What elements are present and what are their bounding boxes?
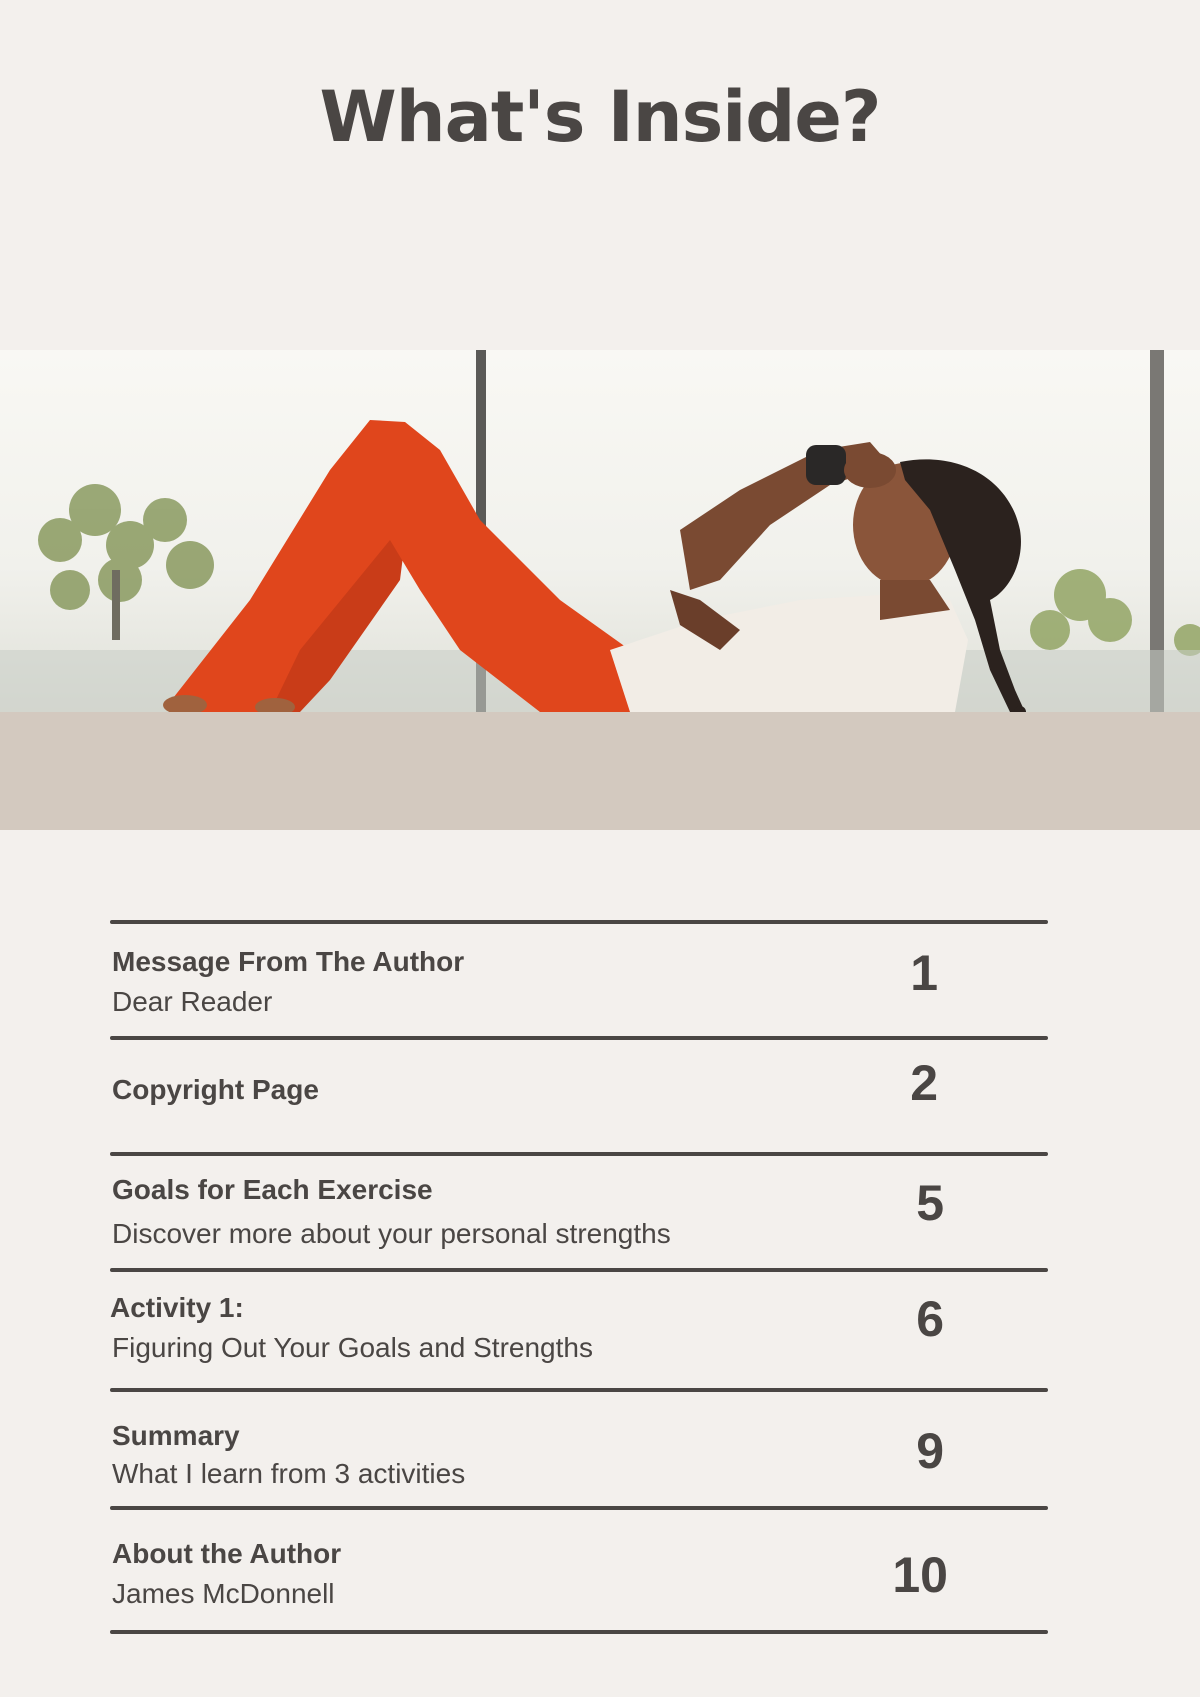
toc-entry[interactable]: [110, 1392, 1048, 1506]
toc-entry[interactable]: [110, 1040, 1048, 1152]
toc-entry-page: 6: [916, 1291, 944, 1347]
toc-entry-page: 9: [916, 1423, 944, 1479]
divider: [110, 1630, 1048, 1634]
toc-entry-subtitle: James McDonnell: [112, 1578, 335, 1609]
page-title: What's Inside?: [319, 76, 881, 158]
toc-entry-title: Summary: [112, 1420, 240, 1451]
toc-entry[interactable]: [110, 924, 1048, 1036]
toc-entry-title: Goals for Each Exercise: [112, 1174, 433, 1205]
toc-entry-page: 10: [892, 1547, 948, 1603]
hero-photo: [0, 350, 1200, 712]
toc-entry-title: About the Author: [112, 1538, 342, 1569]
toc-entry-title: Copyright Page: [112, 1074, 319, 1105]
toc-entry-subtitle: What I learn from 3 activities: [112, 1458, 466, 1489]
decorative-band: [0, 712, 1200, 830]
toc-entry[interactable]: [110, 1156, 1048, 1268]
toc-entry-title: Activity 1:: [110, 1292, 244, 1323]
toc-entry-subtitle: Dear Reader: [112, 986, 273, 1017]
toc-entry[interactable]: [110, 1272, 1048, 1388]
toc-entry-subtitle: Figuring Out Your Goals and Strengths: [112, 1332, 593, 1363]
toc-entry[interactable]: [110, 1510, 1048, 1630]
toc-entry-title: Message From The Author: [112, 946, 465, 977]
toc-entry-page: 1: [910, 945, 938, 1001]
toc-entry-page: 5: [916, 1175, 944, 1231]
table-of-contents: [110, 920, 1048, 1634]
toc-entry-page: 2: [910, 1055, 938, 1111]
toc-entry-subtitle: Discover more about your personal strengths: [112, 1218, 671, 1249]
